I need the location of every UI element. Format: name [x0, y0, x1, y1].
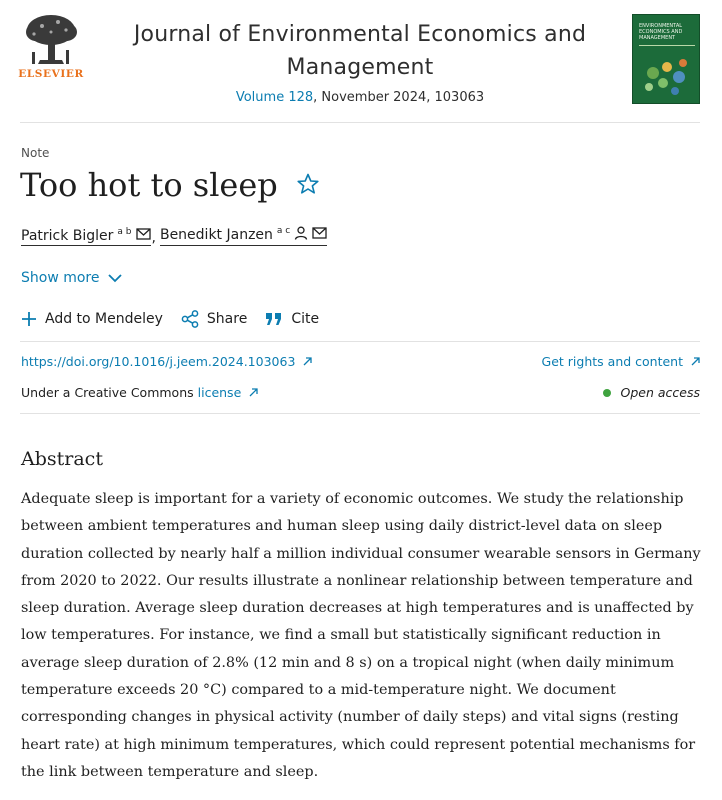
- add-to-mendeley-button[interactable]: [21, 310, 163, 328]
- journal-cover-image[interactable]: [632, 14, 700, 104]
- abstract-heading: Abstract: [21, 448, 103, 470]
- open-access-dot-icon: [603, 389, 611, 397]
- share-label: Share: [206, 311, 248, 327]
- cover-title: ENVIRONMENTAL ECONOMICS AND MANAGEMENT: [639, 23, 683, 41]
- chevron-down-icon: [108, 274, 122, 283]
- license-prefix: Under a Creative Commons: [21, 385, 194, 400]
- external-arrow-icon: [303, 354, 312, 369]
- show-more-label: Show more: [21, 270, 100, 286]
- abstract-text: Adequate sleep is important for a variety of economic outcomes. We study the relationship between ambient temperatures and human sleep using daily district-level data on sleep duration collected by nearly half a million individual consumer wearable sensors in Germany from 2020 to 2022. Our results illustrate a nonlinear relationship between temperature and sleep duration. Average sleep duration decreases at high temperatures and is unaffected by low temperatures. For instance, we find a small but statistically significant reduction in average sleep duration of 2.8% (12 min and 8 s) on a tropical night (when daily minimum temperature exceeds 20 °C) compared to a mid-temperature night. We document corresponding changes in physical activity (number of daily steps) and vital signs (resting heart rate) at high minimum temperatures, which could represent potential mechanisms for the link between temperature and sleep.: [21, 491, 701, 780]
- actions-divider: [20, 341, 700, 342]
- author-affiliations: a c: [276, 226, 291, 236]
- open-access-badge: [603, 385, 700, 400]
- issue-details: , November 2024, 103063: [313, 90, 485, 105]
- license-line: [21, 385, 258, 400]
- rights-text: Get rights and content: [541, 354, 684, 369]
- mendeley-label: Add to Mendeley: [45, 311, 163, 327]
- journal-header: [0, 0, 722, 123]
- article-title-row: [20, 162, 320, 208]
- author-name: Patrick Bigler: [21, 228, 114, 244]
- article-type: Note: [21, 146, 50, 160]
- doi-text: https://doi.org/10.1016/j.jeem.2024.103063: [21, 354, 296, 369]
- plus-icon: [21, 311, 37, 327]
- article-actions: [21, 310, 337, 328]
- show-more-button[interactable]: [21, 270, 122, 286]
- get-rights-link[interactable]: [542, 354, 700, 369]
- publisher-name: ELSEVIER: [18, 68, 84, 80]
- open-access-label: Open access: [620, 385, 700, 400]
- share-button[interactable]: [181, 310, 247, 328]
- doi-link[interactable]: [21, 354, 312, 369]
- author-list: [21, 226, 327, 246]
- cite-label: Cite: [291, 311, 320, 327]
- journal-title[interactable]: Journal of Environmental Economics and Management: [133, 22, 587, 80]
- quote-icon: [265, 312, 283, 326]
- external-arrow-icon: [249, 385, 258, 400]
- cite-button[interactable]: [265, 310, 319, 328]
- author-affiliations: a b: [117, 227, 132, 237]
- links-divider: [20, 413, 700, 414]
- author-name: Benedikt Janzen: [159, 227, 273, 243]
- external-arrow-icon: [691, 354, 700, 369]
- journal-info: [110, 18, 610, 105]
- author-link[interactable]: [160, 226, 327, 246]
- license-link[interactable]: license: [197, 385, 242, 400]
- author-separator: ,: [151, 230, 156, 246]
- envelope-icon[interactable]: [136, 228, 151, 244]
- header-divider: [20, 122, 700, 123]
- envelope-icon[interactable]: [312, 227, 327, 243]
- person-icon[interactable]: [294, 226, 308, 244]
- issue-line: [110, 90, 610, 105]
- star-outline-icon[interactable]: [296, 162, 320, 208]
- share-icon: [181, 310, 199, 328]
- volume-link[interactable]: Volume 128: [235, 90, 314, 105]
- article-title: Too hot to sleep: [20, 166, 278, 204]
- author-link[interactable]: [21, 228, 151, 246]
